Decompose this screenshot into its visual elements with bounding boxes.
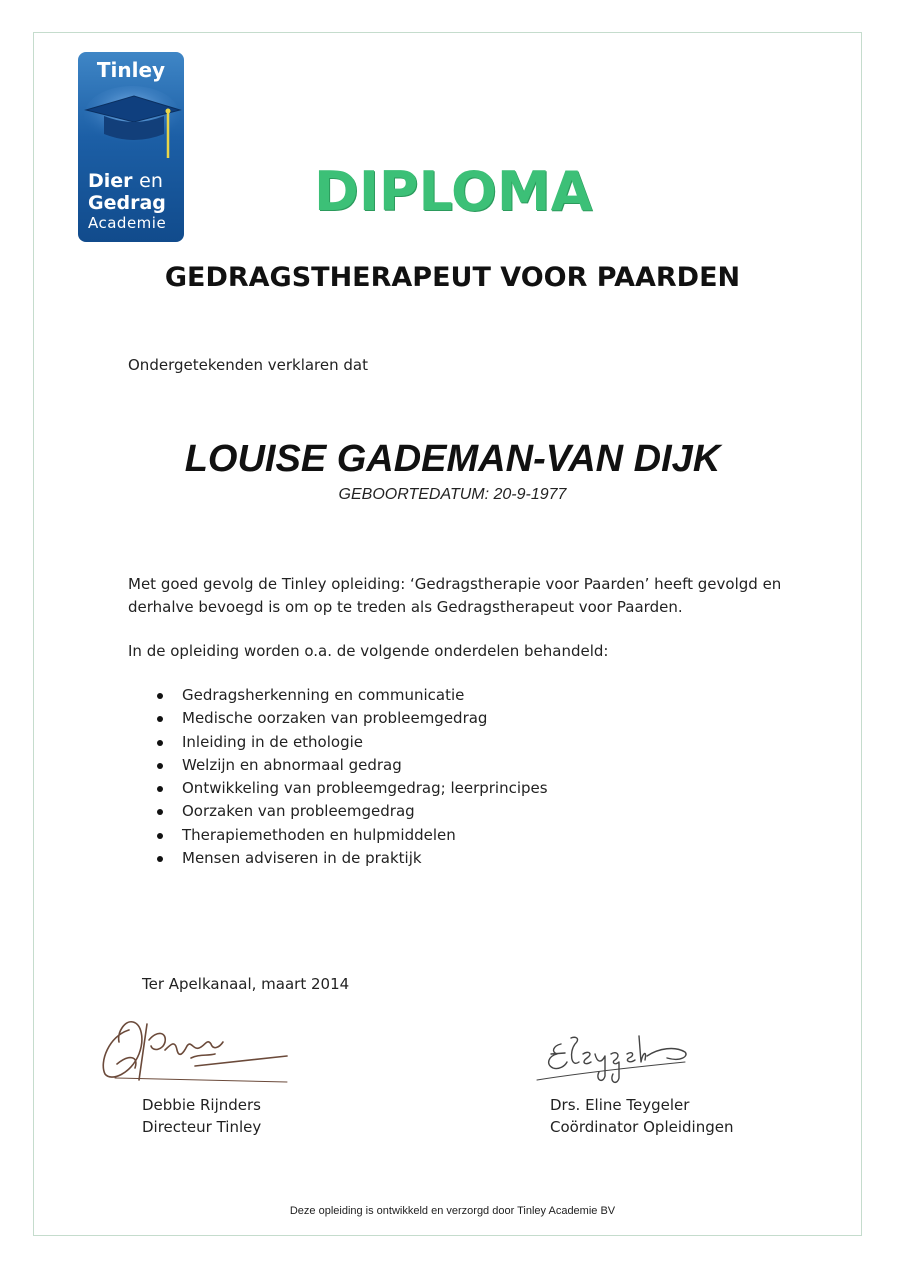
body-line-2: derhalve bevoegd is om op te treden als Gedragstherapeut voor Paarden. [128,598,683,616]
list-item [152,824,548,847]
diploma-subtitle: GEDRAGSTHERAPEUT VOOR PAARDEN [164,262,741,293]
diploma-title: DIPLOMA [314,160,593,223]
list-item [152,754,548,777]
signatory-2-name: Drs. Eline Teygeler [550,1096,690,1114]
signature-debbie-rijnders [95,1010,295,1090]
topic-text: Welzijn en abnormaal gedrag [182,755,402,774]
topic-text: Medische oorzaken van probleemgedrag [182,709,488,728]
tinley-logo [78,52,184,242]
topic-text: Mensen adviseren in de praktijk [182,849,422,868]
bullet-icon [157,833,163,839]
bullet-icon [157,763,163,769]
intro-text: Ondergetekenden verklaren dat [128,356,368,374]
bullet-icon [157,809,163,815]
footer-note: Deze opleiding is ontwikkeld en verzorgd door Tinley Academie BV [289,1205,616,1217]
bullet-icon [157,693,163,699]
bullet-icon [157,740,163,746]
logo-gedrag-text: Gedrag [88,192,166,214]
graduation-cap-icon [82,86,182,166]
list-item [152,777,548,800]
signatory-2-role: Coördinator Opleidingen [550,1118,734,1136]
logo-dier-text: Dier [88,170,133,192]
bullet-icon [157,856,163,862]
body-line-1: Met goed gevolg de Tinley opleiding: ‘Gedragstherapie voor Paarden’ heeft gevolgd en [128,575,782,593]
list-item [152,707,548,730]
recipient-name: LOUISE GADEMAN-VAN DIJK [184,438,721,480]
list-intro: In de opleiding worden o.a. de volgende onderdelen behandeld: [128,642,609,660]
signatory-1-name: Debbie Rijnders [142,1096,261,1114]
bullet-icon [157,716,163,722]
topic-text: Inleiding in de ethologie [182,732,363,751]
topic-list [152,684,548,870]
topic-text: Ontwikkeling van probleemgedrag; leerprincipes [182,779,548,798]
topic-text: Therapiemethoden en hulpmiddelen [182,825,456,844]
bullet-icon [157,786,163,792]
list-item [152,684,548,707]
recipient-dob: GEBOORTEDATUM: 20-9-1977 [338,486,567,503]
logo-dier-en [88,170,163,192]
topic-text: Oorzaken van probleemgedrag [182,802,415,821]
list-item [152,847,548,870]
place-date: Ter Apelkanaal, maart 2014 [142,975,350,993]
signatory-1-role: Directeur Tinley [142,1118,262,1136]
list-item [152,800,548,823]
list-item [152,731,548,754]
topic-text: Gedragsherkenning en communicatie [182,686,465,704]
logo-academie-text: Academie [88,214,167,232]
logo-en-text: en [139,170,163,192]
logo-wordmark: Tinley [96,58,166,82]
signature-eline-teygeler [535,1028,695,1088]
